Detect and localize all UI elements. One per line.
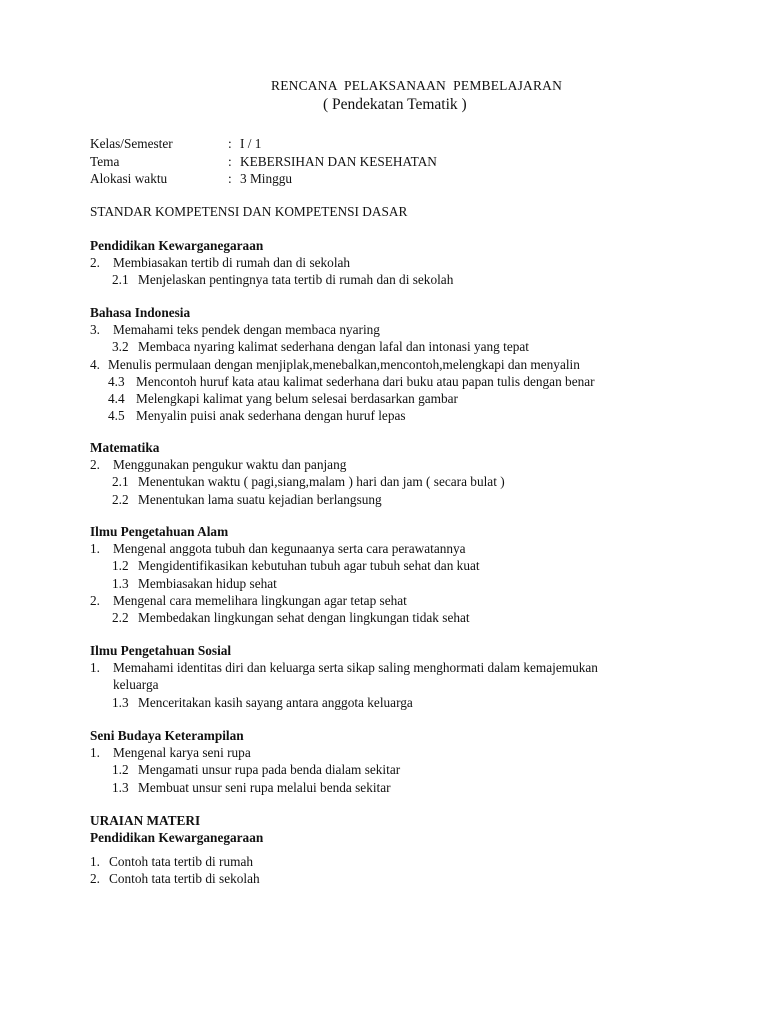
item-number: 1. — [90, 541, 100, 557]
sub-item — [90, 761, 710, 778]
standar-heading: STANDAR KOMPETENSI DAN KOMPETENSI DASAR — [90, 204, 408, 219]
meta-separator: : — [228, 136, 232, 151]
item-text: Contoh tata tertib di sekolah — [109, 871, 260, 887]
sub-item-text: Menceritakan kasih sayang antara anggota keluarga — [138, 694, 413, 710]
sub-item-number: 2.1 — [112, 272, 129, 288]
meta-key: Kelas/Semester — [90, 136, 173, 151]
sub-item-text: Melengkapi kalimat yang belum selesai berdasarkan gambar — [136, 390, 458, 406]
item-number: 2. — [90, 871, 100, 887]
sub-item-text: Menentukan waktu ( pagi,siang,malam ) hari dan jam ( secara bulat ) — [138, 474, 505, 490]
sub-item-number: 2.2 — [112, 609, 129, 625]
section-bahasa-indonesia — [90, 304, 710, 424]
sub-item-number: 1.2 — [112, 558, 129, 574]
sub-item — [90, 491, 710, 508]
document-title: RENCANA PELAKSANAAN PEMBELAJARAN — [271, 78, 563, 93]
uraian-heading: URAIAN MATERI — [90, 813, 201, 828]
sub-item-text: Membaca nyaring kalimat sederhana dengan lafal dan intonasi yang tepat — [138, 339, 529, 355]
list-item — [90, 254, 710, 271]
meta-value: 3 Minggu — [240, 171, 293, 186]
item-text: Membiasakan tertib di rumah dan di sekolah — [113, 255, 351, 271]
sub-item — [90, 694, 710, 711]
sub-item — [90, 473, 710, 490]
item-text: Mengenal cara memelihara lingkungan agar tetap sehat — [113, 592, 407, 608]
sub-item — [90, 271, 710, 288]
list-item-continuation — [90, 676, 710, 693]
sub-item-number: 2.1 — [112, 474, 129, 490]
list-item — [90, 659, 710, 676]
sub-item — [90, 407, 710, 424]
sub-item — [90, 779, 710, 796]
sub-item — [90, 575, 710, 592]
list-item — [90, 870, 710, 887]
standar-heading-block — [90, 203, 710, 220]
item-number: 4. — [90, 356, 100, 372]
item-number: 2. — [90, 592, 100, 608]
list-item — [90, 592, 710, 609]
list-item — [90, 744, 710, 761]
sub-item-text: Menentukan lama suatu kejadian berlangsung — [138, 491, 382, 507]
sub-item-number: 1.3 — [112, 779, 129, 795]
item-number: 2. — [90, 255, 100, 271]
section-title: Matematika — [90, 440, 160, 455]
item-text: Memahami identitas diri dan keluarga serta sikap saling menghormati dalam kemajemukan — [113, 660, 598, 676]
sub-item-number: 3.2 — [112, 339, 129, 355]
item-text: Memahami teks pendek dengan membaca nyaring — [113, 322, 380, 338]
list-item — [90, 321, 710, 338]
sub-item-text: Membuat unsur seni rupa melalui benda sekitar — [138, 779, 391, 795]
sub-item-text: Mengidentifikasikan kebutuhan tubuh agar tubuh sehat dan kuat — [138, 558, 480, 574]
section-title: Ilmu Pengetahuan Sosial — [90, 643, 232, 658]
item-number: 1. — [90, 745, 100, 761]
sub-item-text: Mencontoh huruf kata atau kalimat sederhana dari buku atau papan tulis dengan benar — [136, 373, 595, 389]
sub-item-number: 2.2 — [112, 491, 129, 507]
sub-item-text: Mengamati unsur rupa pada benda dialam sekitar — [138, 762, 401, 778]
meta-key: Tema — [90, 153, 120, 169]
section-sbk — [90, 727, 710, 796]
section-title: Pendidikan Kewarganegaraan — [90, 238, 264, 253]
item-text: Mengenal anggota tubuh dan kegunaanya serta cara perawatannya — [113, 541, 466, 557]
list-item — [90, 456, 710, 473]
sub-item-text: Membiasakan hidup sehat — [138, 575, 277, 591]
section-matematika — [90, 439, 710, 508]
list-item — [90, 853, 710, 870]
item-number: 2. — [90, 457, 100, 473]
list-item — [90, 540, 710, 557]
meta-separator: : — [228, 171, 232, 186]
sub-item-number: 1.3 — [112, 575, 129, 591]
uraian-list — [90, 853, 710, 887]
list-item — [90, 356, 710, 373]
item-text: Menggunakan pengukur waktu dan panjang — [113, 457, 347, 473]
section-title: Ilmu Pengetahuan Alam — [90, 524, 229, 539]
sub-item-number: 1.3 — [112, 694, 129, 710]
item-number: 3. — [90, 322, 100, 338]
item-text: Contoh tata tertib di rumah — [109, 854, 254, 869]
sub-item-number: 4.5 — [108, 408, 125, 424]
section-title: Bahasa Indonesia — [90, 305, 191, 320]
sub-item — [90, 373, 710, 390]
section-ips — [90, 642, 710, 711]
uraian-subheading: Pendidikan Kewarganegaraan — [90, 830, 264, 846]
sub-item — [90, 609, 710, 626]
meta-value: KEBERSIHAN DAN KESEHATAN — [240, 153, 437, 169]
section-pkn — [90, 237, 710, 289]
section-title: Seni Budaya Keterampilan — [90, 728, 244, 743]
sub-item-number: 4.4 — [108, 390, 125, 406]
meta-key: Alokasi waktu — [90, 171, 168, 186]
section-uraian-materi — [90, 812, 710, 846]
sub-item-text: Menjelaskan pentingnya tata tertib di rumah dan di sekolah — [138, 272, 454, 288]
meta-separator: : — [228, 153, 232, 169]
document-subtitle: ( Pendekatan Tematik ) — [323, 96, 467, 113]
item-number: 1. — [90, 660, 100, 676]
sub-item-number: 4.3 — [108, 373, 125, 389]
sub-item-text: Membedakan lingkungan sehat dengan lingkungan tidak sehat — [138, 609, 470, 625]
item-text-continuation: keluarga — [113, 677, 159, 693]
item-text: Mengenal karya seni rupa — [113, 745, 251, 761]
meta-value: I / 1 — [240, 136, 262, 151]
sub-item — [90, 557, 710, 574]
sub-item-number: 1.2 — [112, 762, 129, 778]
sub-item-text: Menyalin puisi anak sederhana dengan huruf lepas — [136, 408, 406, 424]
item-text: Menulis permulaan dengan menjiplak,menebalkan,mencontoh,melengkapi dan menyalin — [108, 356, 580, 372]
section-ipa — [90, 523, 710, 626]
sub-item — [90, 338, 710, 355]
item-number: 1. — [90, 854, 100, 869]
sub-item — [90, 390, 710, 407]
